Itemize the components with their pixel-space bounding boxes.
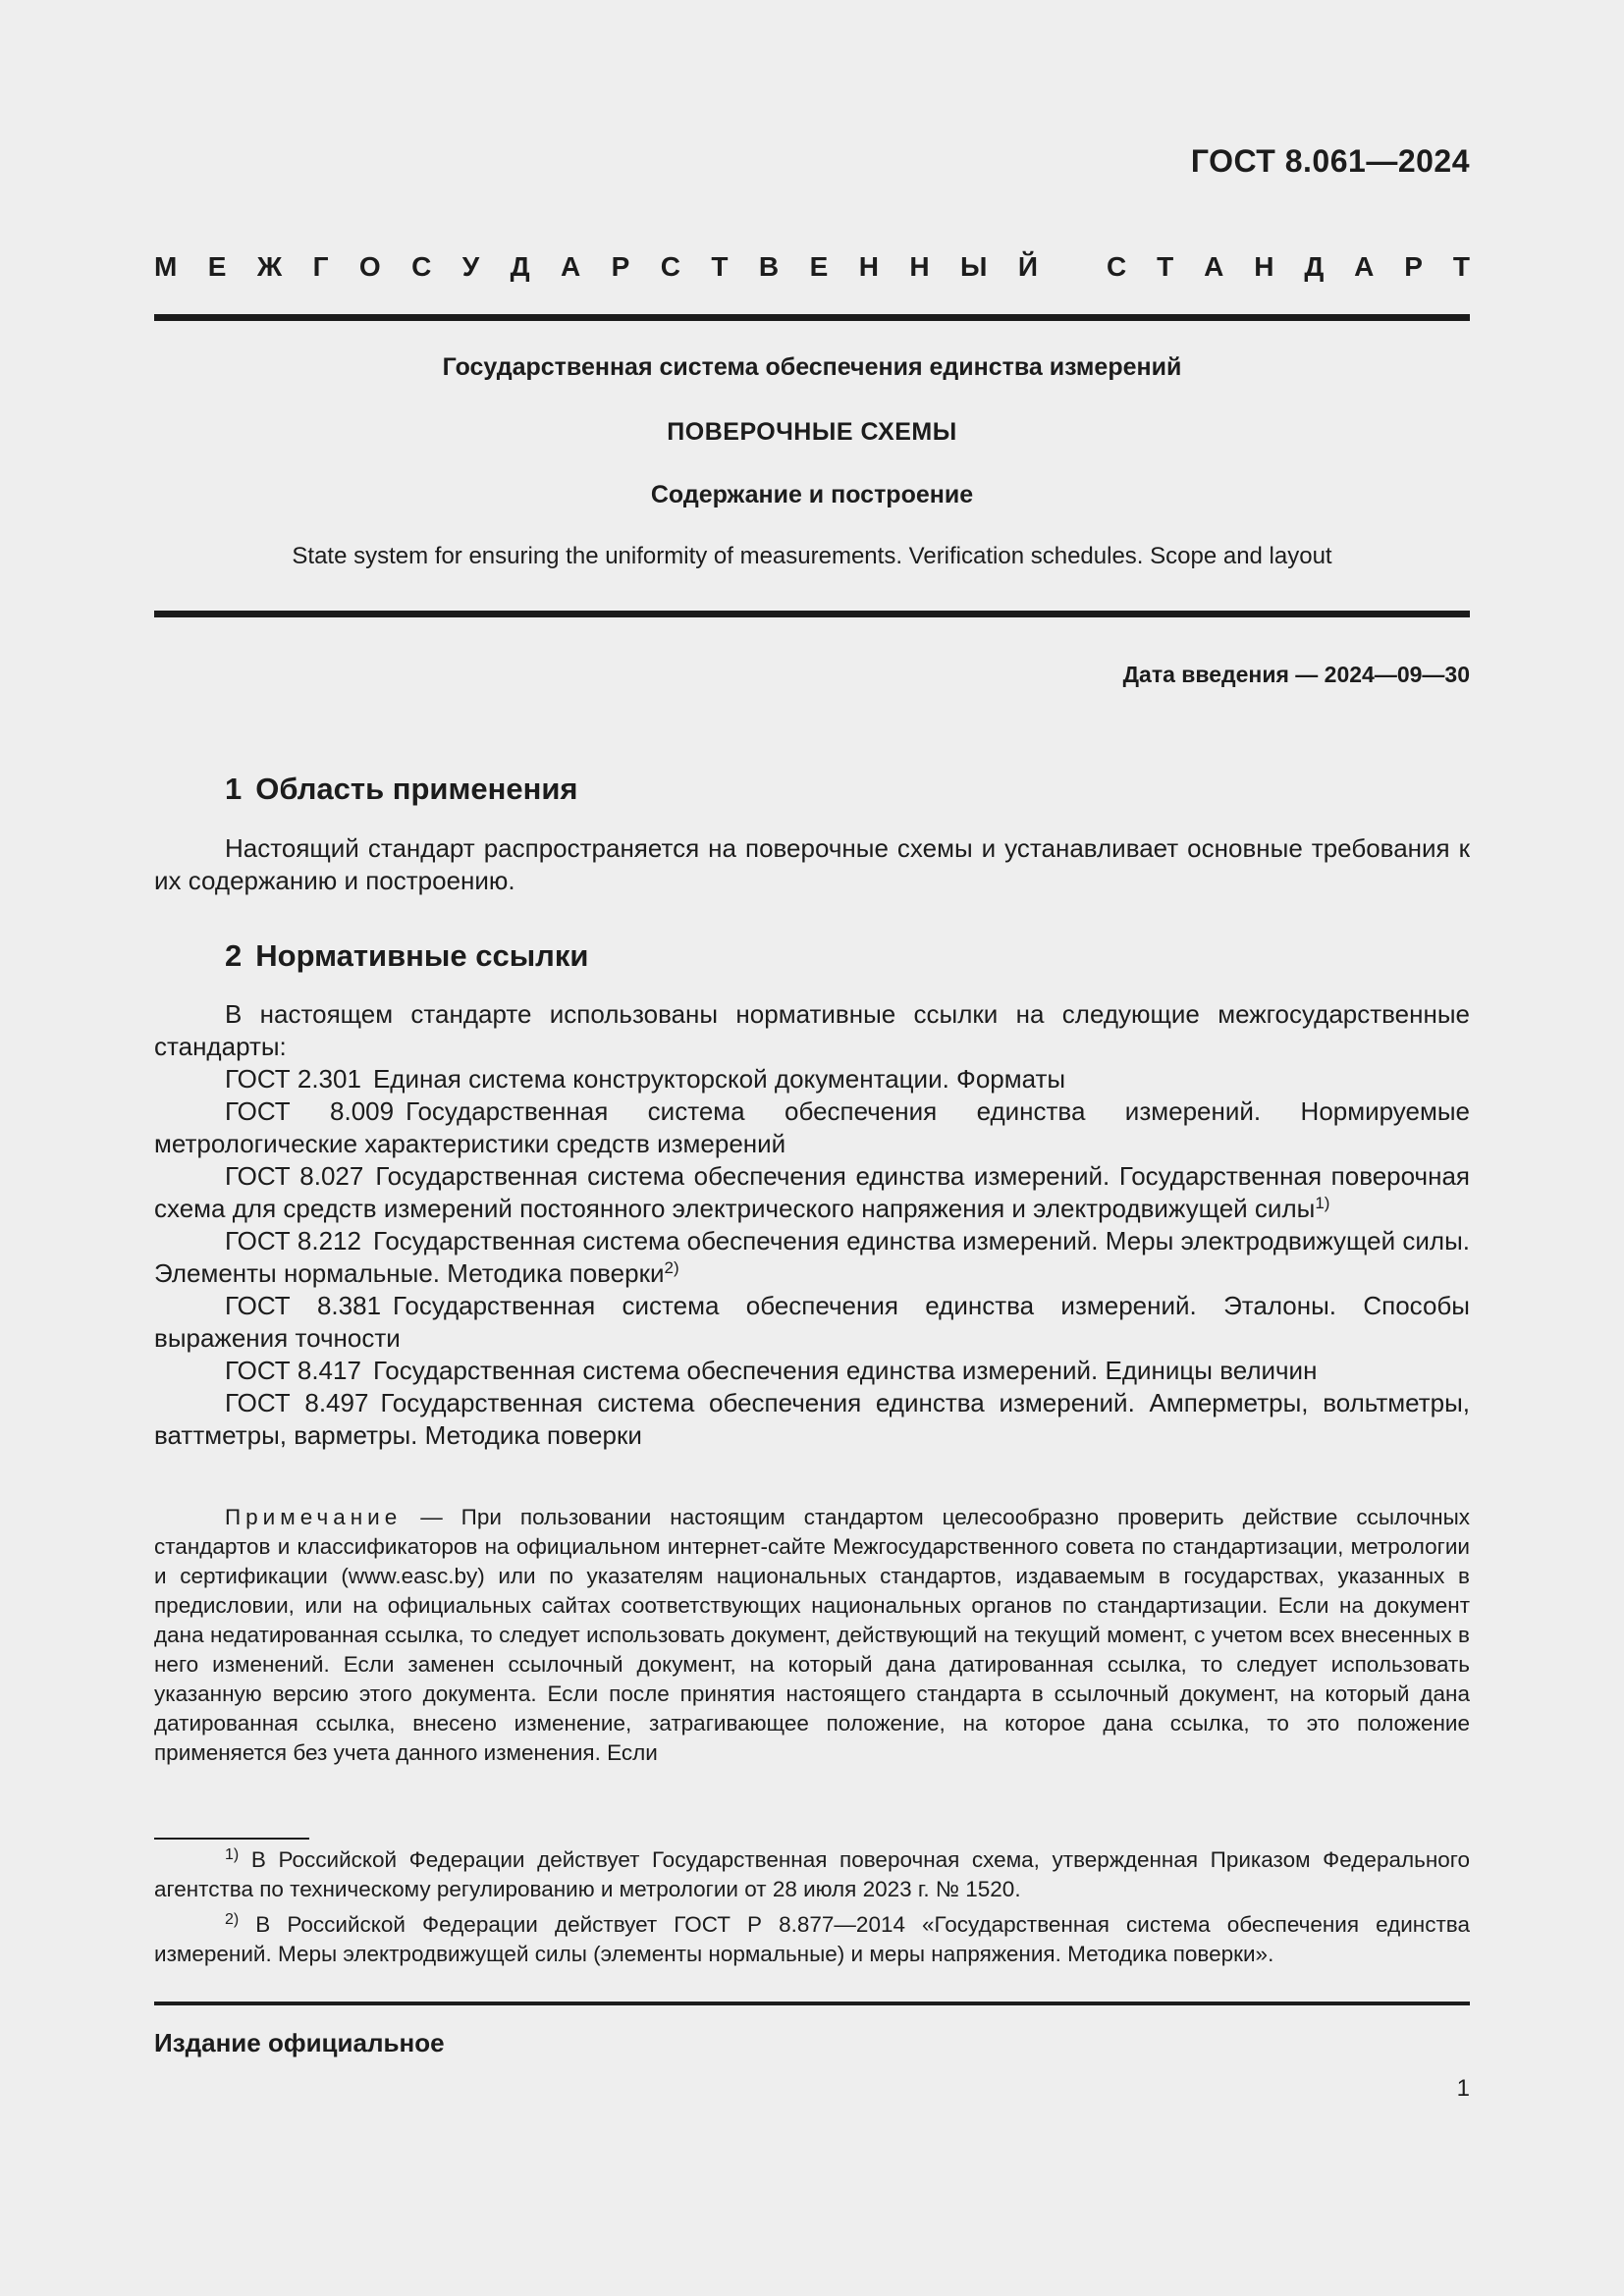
section-1-heading: 1 Область применения — [225, 772, 578, 806]
reference-item: ГОСТ 8.417 Государственная система обеспечения единства измерений. Единицы величин — [225, 1356, 1318, 1385]
section-2-heading: 2 Нормативные ссылки — [225, 938, 589, 973]
footer-divider — [154, 2002, 1470, 2005]
footnote-mark: 2) — [664, 1258, 679, 1277]
standard-type-word-1: М Е Ж Г О С У Д А Р С Т В Е Н Н Ы Й — [154, 251, 1038, 282]
references-intro: В настоящем стандарте использованы нормативные ссылки на следующие межгосударственные стандарты: — [154, 999, 1470, 1061]
references-block — [154, 998, 1470, 1452]
reference-item: ГОСТ 8.027 Государственная система обеспечения единства измерений. Государственная поверочная схема для средств измерений постоянного электрического напряжения и электродвижущей силы$^{1)}$ — [154, 1161, 1470, 1223]
section-1-text: Настоящий стандарт распространяется на поверочные схемы и устанавливает основные требования к их содержанию и построению. — [154, 833, 1470, 895]
reference-item: ГОСТ 8.009 Государственная система обеспечения единства измерений. Нормируемые метрологические характеристики средств измерений — [154, 1096, 1470, 1158]
title-divider — [154, 611, 1470, 617]
introduction-date: Дата введения — 2024—09—30 — [1122, 662, 1470, 687]
footnote-1: $^{1)}$ В Российской Федерации действует Государственная поверочная схема, утвержденная Приказом Федерального агентства по техническому регулированию и метрологии от 28 июля 2023 г. № 1520. — [154, 1846, 1470, 1901]
standard-type-word-2: С Т А Н Д А Р Т — [1107, 251, 1470, 282]
standard-type-title — [154, 251, 1470, 283]
official-edition-label: Издание официальное — [154, 2028, 445, 2057]
subtitle: Содержание и построение — [650, 481, 974, 508]
reference-item: ГОСТ 2.301 Единая система конструкторской документации. Форматы — [225, 1064, 1066, 1094]
footnote-2: $^{2)}$ В Российской Федерации действует ГОСТ Р 8.877—2014 «Государственная система обеспечения единства измерений. Меры электродвижущей силы (элементы нормальные) и меры напряжения. Методика поверки». — [154, 1911, 1470, 1966]
page-number: 1 — [1456, 2075, 1470, 2102]
reference-item: ГОСТ 8.381 Государственная система обеспечения единства измерений. Эталоны. Способы выражения точности — [154, 1291, 1470, 1353]
footnote-separator — [154, 1838, 309, 1840]
header-divider — [154, 314, 1470, 321]
english-title: State system for ensuring the uniformity of measurements. Verification schedules. Scope and layout — [292, 543, 1332, 569]
main-title: ПОВЕРОЧНЫЕ СХЕМЫ — [667, 418, 957, 446]
note-lead: Примечание — [225, 1505, 403, 1529]
system-title: Государственная система обеспечения единства измерений — [442, 353, 1182, 381]
footnote-mark: 1) — [1315, 1194, 1330, 1212]
note-paragraph: Примечание — При пользовании настоящим стандартом целесообразно проверить действие ссылочных стандартов и классификаторов на официальном интернет-сайте Межгосударственного совета по стандартизации, метрологии и сертификации (www.easc.by) или по указателям национальных стандартов, издаваемым в государствах, указанных в предисловии, или на официальных сайтах соответствующих национальных органов по стандартизации. Если на документ дана недатированная ссылка, то следует использовать документ, действующий на текущий момент, с учетом всех внесенных в него изменений. Если заменен ссылочный документ, на который дана датированная ссылка, то следует использовать указанную версию этого документа. Если после принятия настоящего стандарта в ссылочный документ, на который дана датированная ссылка, внесено изменение, затрагивающее положение, на которое дана ссылка, то это положение применяется без учета данного изменения. Если — [154, 1505, 1470, 1765]
reference-item: ГОСТ 8.212 Государственная система обеспечения единства измерений. Меры электродвижущей силы. Элементы нормальные. Методика поверки$^{2)}$ — [154, 1226, 1470, 1288]
document-number: ГОСТ 8.061—2024 — [1190, 143, 1470, 179]
reference-item: ГОСТ 8.497 Государственная система обеспечения единства измерений. Амперметры, вольтметры, ваттметры, варметры. Методика поверки — [154, 1388, 1470, 1450]
